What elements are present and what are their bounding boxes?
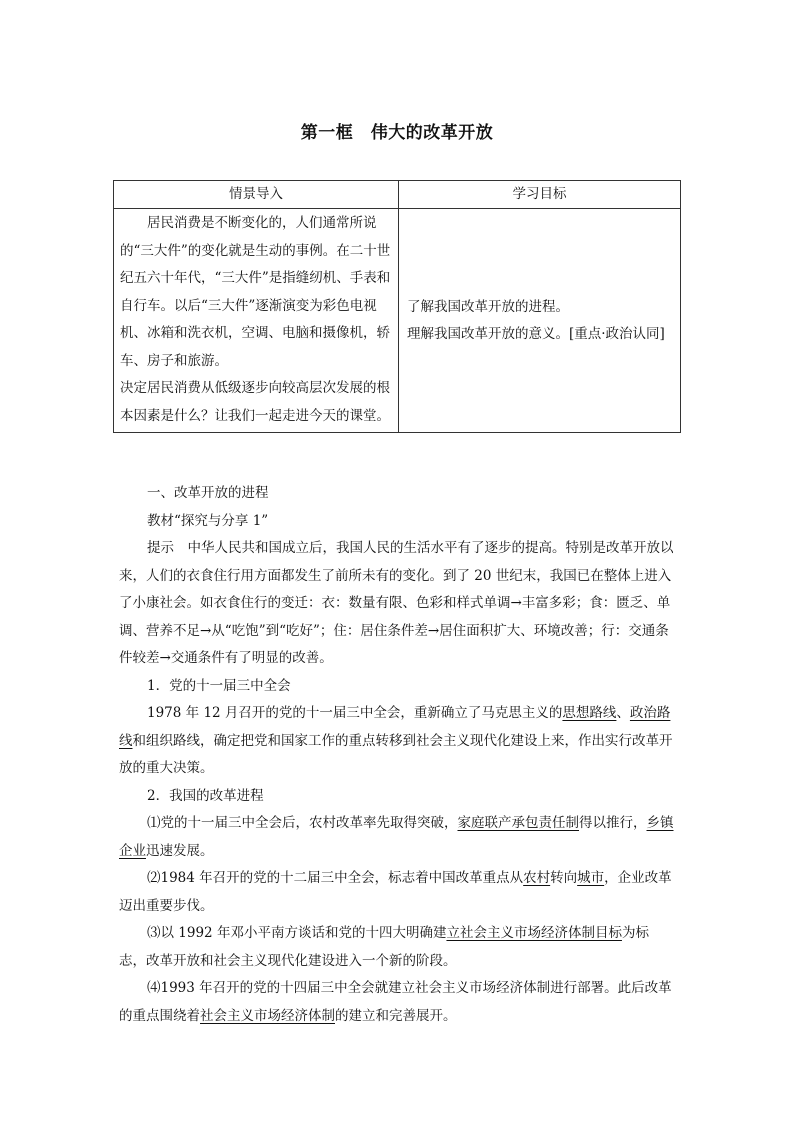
goal-item: 了解我国改革开放的进程。	[407, 298, 569, 315]
reform-step: ⑵1984 年召开的党的十二届三中全会，标志着中国改革重点从农村转向城市，企业改革迈出重要步伐。	[119, 870, 672, 914]
key-term: 政治路线	[119, 705, 671, 749]
page-title: 第一框 伟大的改革开放	[300, 123, 494, 143]
key-term: 农村	[523, 870, 551, 886]
reform-step: ⑶以 1992 年邓小平南方谈话和党的十四大明确建立社会主义市场经济体制目标为标志，改革开放和社会主义现代化建设进入一个新的阶段。	[119, 925, 649, 969]
goals-header: 学习目标	[399, 181, 681, 209]
scene-paragraph: 居民消费是不断变化的，人们通常所说的“三大件”的变化就是生动的事例。在二十世纪五六十年代，“三大件”是指缝纫机、手表和自行车。以后“三大件”逐渐演变为彩色电视机、冰箱和洗衣机，空调、电脑和摄像机，轿车、房子和旅游。	[120, 215, 391, 369]
point-heading: 1．党的十一届三中全会	[147, 677, 291, 694]
point-heading: 2．我国的改革进程	[147, 787, 264, 804]
key-term: 家庭联产承包责任制	[457, 815, 579, 831]
scene-cell	[114, 209, 399, 433]
key-term: 城市	[577, 870, 605, 886]
scene-question: 决定居民消费从低级逐步向较高层次发展的根本因素是什么？让我们一起走进今天的课堂。	[120, 380, 390, 424]
reform-step: ⑷1993 年召开的党的十四届三中全会就建立社会主义市场经济体制进行部署。此后改革的重点围绕着社会主义市场经济体制的建立和完善展开。	[119, 980, 672, 1024]
key-term: 立社会主义市场经济体制目标	[446, 925, 622, 941]
main-content	[119, 480, 675, 1030]
hint-paragraph: 提示 中华人民共和国成立后，我国人民的生活水平有了逐步的提高。特别是改革开放以来，人们的衣食住行用方面都发生了前所未有的变化。到了 20 世纪末，我国已在整体上进入了小康社会。如衣食住行的变迁：衣：数量有限、色彩和样式单调→丰富多彩；食：匮乏、单调、营养不足→从“吃饱”到“吃好”；住：居住条件差→居住面积扩大、环境改善；行：交通条件较差→交通条件有了明显的改善。	[119, 540, 674, 666]
intro-table	[113, 180, 681, 433]
scene-header: 情景导入	[114, 181, 399, 209]
section-heading: 一、改革开放的进程	[147, 485, 269, 501]
goal-item: 理解我国改革开放的意义。[重点·政治认同]	[407, 325, 665, 342]
reform-step: ⑴党的十一届三中全会后，农村改革率先取得突破，家庭联产承包责任制得以推行，乡镇企业迅速发展。	[119, 815, 674, 859]
key-term: 思想路线	[562, 705, 617, 721]
textbook-reference: 教材“探究与分享 1”	[147, 512, 269, 529]
goals-cell	[399, 209, 681, 433]
key-term: 乡镇企业	[119, 815, 674, 859]
key-term: 社会主义市场经济体制	[200, 1007, 335, 1024]
point1-paragraph: 1978 年 12 月召开的党的十一届三中全会，重新确立了马克思主义的思想路线、政治路线和组织路线，确定把党和国家工作的重点转移到社会主义现代化建设上来，作出实行改革开放的重大决策。	[119, 705, 673, 776]
